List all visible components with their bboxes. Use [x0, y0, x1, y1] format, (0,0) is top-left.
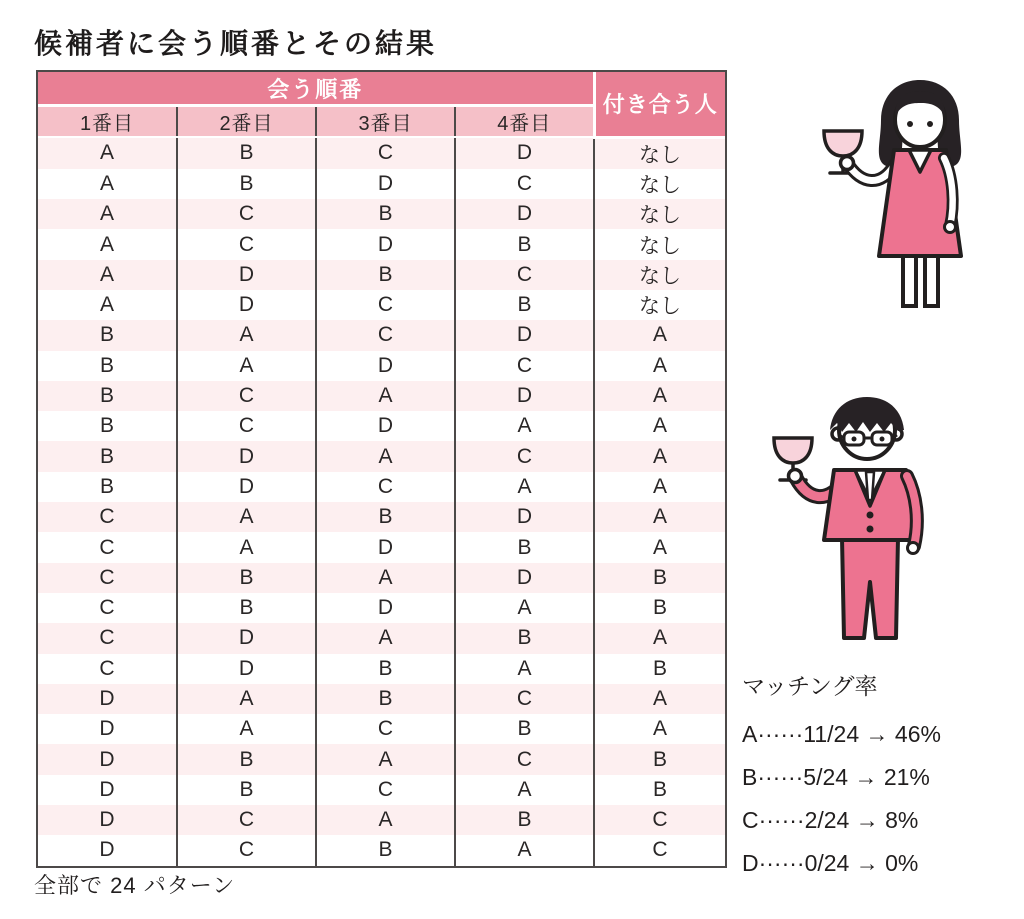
table-row — [38, 290, 725, 320]
order-cell: A — [455, 654, 594, 684]
order-cell: B — [316, 260, 455, 290]
page-title: 候補者に会う順番とその結果 — [34, 28, 438, 59]
order-cell: D — [455, 320, 594, 350]
order-cell: A — [99, 232, 114, 256]
table-row — [38, 835, 725, 865]
meeting-order-table — [38, 72, 725, 866]
order-cell: A — [316, 744, 455, 774]
col-header-fourth: 4番目 — [455, 106, 594, 138]
order-cell: A — [177, 532, 316, 562]
order-cell: C — [99, 596, 115, 620]
order-cell: B — [316, 835, 455, 865]
matching-rate-title: マッチング率 — [742, 673, 878, 699]
partner-cell: なし — [594, 290, 725, 320]
order-cell: A — [99, 141, 114, 165]
table-row — [38, 593, 725, 623]
order-cell: A — [455, 593, 594, 623]
order-cell: D — [316, 169, 455, 199]
order-cell: D — [99, 747, 115, 771]
order-cell: A — [177, 714, 316, 744]
order-cell: D — [316, 229, 455, 259]
table-row — [38, 684, 725, 714]
partner-cell: A — [594, 472, 725, 502]
order-cell: C — [455, 441, 594, 471]
order-cell: C — [99, 565, 115, 589]
partner-cell: B — [594, 593, 725, 623]
partner-cell: C — [594, 835, 725, 865]
order-cell: D — [455, 563, 594, 593]
partner-cell: A — [594, 381, 725, 411]
order-cell: C — [316, 714, 455, 744]
table-row — [38, 744, 725, 774]
order-cell: B — [177, 593, 316, 623]
order-cell: C — [177, 199, 316, 229]
matching-rate-line: B······5/24 → 21% — [742, 764, 930, 790]
col-header-first: 1番目 — [38, 106, 177, 138]
partner-cell: B — [594, 563, 725, 593]
order-cell: B — [455, 290, 594, 320]
order-cell: D — [99, 717, 115, 741]
order-cell: A — [177, 320, 316, 350]
order-cell: D — [177, 290, 316, 320]
table-row — [38, 502, 725, 532]
table-row — [38, 381, 725, 411]
order-cell: B — [99, 323, 114, 347]
table-row — [38, 654, 725, 684]
table-row — [38, 472, 725, 502]
order-cell: B — [316, 654, 455, 684]
meeting-order-group-header: 会う順番 — [38, 72, 594, 106]
order-cell: C — [316, 775, 455, 805]
order-cell: D — [455, 199, 594, 229]
order-cell: C — [177, 229, 316, 259]
order-cell: A — [455, 411, 594, 441]
order-cell: C — [316, 137, 455, 169]
order-cell: B — [177, 775, 316, 805]
order-cell: C — [455, 260, 594, 290]
order-cell: A — [316, 563, 455, 593]
results-table — [36, 70, 727, 868]
partner-cell: A — [594, 351, 725, 381]
table-row — [38, 229, 725, 259]
order-cell: A — [99, 293, 114, 317]
order-cell: D — [99, 777, 115, 801]
order-cell: A — [455, 472, 594, 502]
order-cell: D — [177, 472, 316, 502]
order-cell: A — [316, 441, 455, 471]
order-cell: D — [99, 838, 115, 862]
partner-cell: なし — [594, 229, 725, 259]
group-header-row — [38, 72, 725, 106]
order-cell: C — [316, 320, 455, 350]
order-cell: C — [177, 381, 316, 411]
order-cell: B — [177, 137, 316, 169]
order-cell: C — [455, 169, 594, 199]
order-cell: C — [177, 805, 316, 835]
order-cell: C — [99, 656, 115, 680]
order-cell: B — [316, 502, 455, 532]
order-cell: A — [455, 775, 594, 805]
order-cell: B — [177, 744, 316, 774]
table-row — [38, 351, 725, 381]
order-cell: B — [455, 532, 594, 562]
table-row — [38, 714, 725, 744]
table-row — [38, 441, 725, 471]
table-row — [38, 320, 725, 350]
order-cell: A — [99, 202, 114, 226]
partner-cell: B — [594, 654, 725, 684]
partner-cell: B — [594, 775, 725, 805]
partner-cell: A — [594, 411, 725, 441]
order-cell: C — [177, 835, 316, 865]
partner-column-header: 付き合う人 — [594, 72, 725, 137]
woman-with-wine-glass-icon — [815, 76, 1015, 313]
man-with-wine-glass-icon — [758, 388, 1018, 656]
order-cell: B — [177, 169, 316, 199]
order-cell: A — [177, 684, 316, 714]
order-cell: D — [316, 411, 455, 441]
order-cell: D — [455, 137, 594, 169]
order-cell: A — [316, 805, 455, 835]
table-row — [38, 260, 725, 290]
partner-cell: なし — [594, 169, 725, 199]
order-cell: D — [177, 260, 316, 290]
table-row — [38, 137, 725, 169]
partner-cell: なし — [594, 260, 725, 290]
order-cell: D — [99, 808, 115, 832]
order-cell: C — [316, 472, 455, 502]
order-cell: D — [316, 532, 455, 562]
order-cell: B — [455, 229, 594, 259]
partner-cell: C — [594, 805, 725, 835]
order-cell: B — [99, 444, 114, 468]
order-cell: A — [316, 381, 455, 411]
order-cell: A — [177, 502, 316, 532]
order-cell: C — [99, 626, 115, 650]
order-cell: B — [316, 684, 455, 714]
order-cell: D — [99, 686, 115, 710]
order-cell: B — [177, 563, 316, 593]
col-header-third: 3番目 — [316, 106, 455, 138]
order-cell: C — [99, 505, 115, 529]
order-cell: A — [316, 623, 455, 653]
partner-cell: なし — [594, 199, 725, 229]
order-cell: B — [99, 384, 114, 408]
order-cell: A — [177, 351, 316, 381]
partner-cell: A — [594, 502, 725, 532]
order-cell: B — [316, 199, 455, 229]
partner-cell: A — [594, 532, 725, 562]
partner-cell: A — [594, 684, 725, 714]
matching-rate-lines — [742, 713, 1024, 885]
order-cell: D — [177, 623, 316, 653]
table-row — [38, 563, 725, 593]
order-cell: D — [455, 381, 594, 411]
results-table-body — [38, 137, 725, 866]
table-row — [38, 169, 725, 199]
partner-cell: A — [594, 623, 725, 653]
table-row — [38, 805, 725, 835]
table-row — [38, 623, 725, 653]
order-cell: B — [455, 623, 594, 653]
table-row — [38, 532, 725, 562]
order-cell: C — [455, 744, 594, 774]
table-row — [38, 199, 725, 229]
table-row — [38, 411, 725, 441]
order-cell: B — [455, 805, 594, 835]
order-cell: A — [99, 262, 114, 286]
order-cell: C — [455, 684, 594, 714]
order-cell: A — [99, 171, 114, 195]
order-cell: D — [177, 441, 316, 471]
matching-rate-line: A······11/24 → 46% — [742, 721, 941, 747]
matching-rate-block — [742, 666, 1024, 885]
matching-rate-line: C······2/24 → 8% — [742, 807, 919, 833]
total-patterns-label: 全部で 24 パターン — [34, 873, 236, 898]
order-cell: B — [455, 714, 594, 744]
partner-cell: A — [594, 714, 725, 744]
order-cell: D — [455, 502, 594, 532]
order-cell: C — [99, 535, 115, 559]
partner-cell: B — [594, 744, 725, 774]
order-cell: C — [455, 351, 594, 381]
order-cell: D — [316, 593, 455, 623]
order-cell: D — [316, 351, 455, 381]
partner-cell: A — [594, 441, 725, 471]
table-row — [38, 775, 725, 805]
col-header-second: 2番目 — [177, 106, 316, 138]
partner-cell: A — [594, 320, 725, 350]
order-cell: D — [177, 654, 316, 684]
order-cell: B — [99, 414, 114, 438]
order-cell: C — [316, 290, 455, 320]
order-cell: B — [99, 353, 114, 377]
order-cell: B — [99, 474, 114, 498]
order-cell: A — [455, 835, 594, 865]
partner-cell: なし — [594, 137, 725, 169]
matching-rate-line: D······0/24 → 0% — [742, 850, 919, 876]
order-cell: C — [177, 411, 316, 441]
